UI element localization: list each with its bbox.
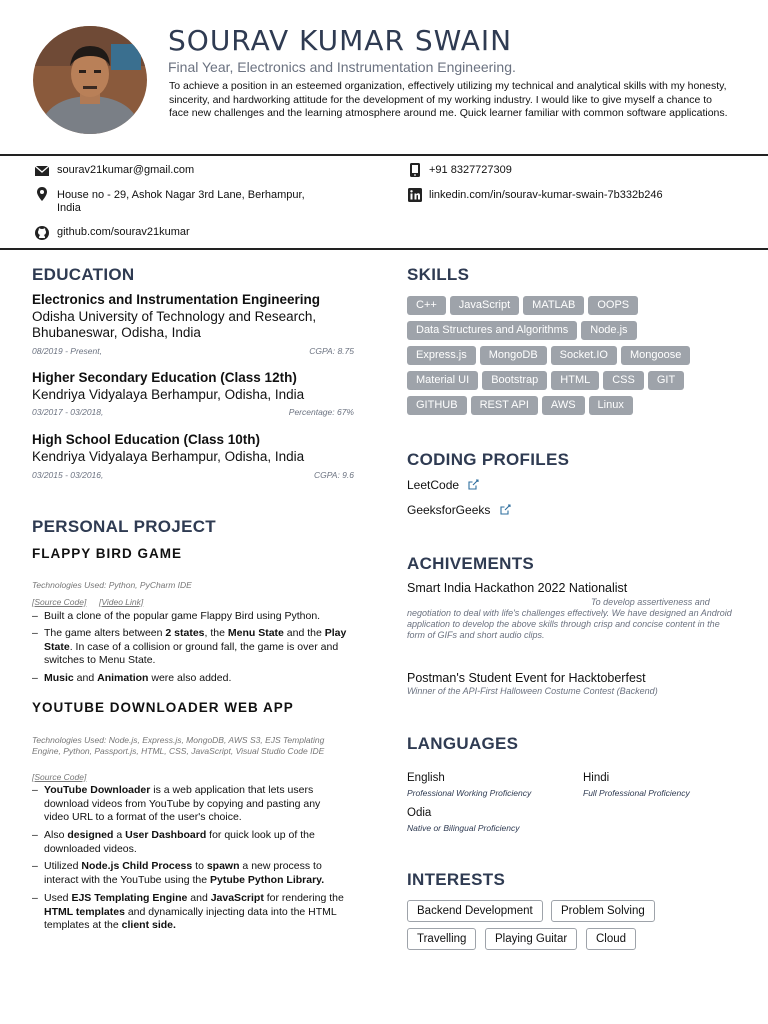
skill-tag: MongoDB xyxy=(480,346,547,365)
coding-profiles-heading: CODING PROFILES xyxy=(407,450,570,469)
linkedin-link[interactable]: linkedin.com/in/sourav-kumar-swain-7b332b246 xyxy=(429,189,663,201)
candidate-name: SOURAV KUMAR SWAIN xyxy=(168,24,513,57)
skill-tag: REST API xyxy=(471,396,538,415)
flappy-bullet-1: – Built a clone of the popular game Flappy Bird using Python. xyxy=(32,610,321,622)
youtube-bullet-1: – YouTube Downloader is a web application that lets users download videos from YouTube by copying and pasting any video URL to a format of the user's choice. xyxy=(32,784,321,823)
resume-header xyxy=(0,0,768,155)
interest-tag: Cloud xyxy=(586,928,636,950)
language-odia: Odia xyxy=(407,807,432,819)
profile-photo-image xyxy=(33,26,147,134)
bullet-dash: – xyxy=(32,627,38,639)
skill-tag: Linux xyxy=(589,396,633,415)
external-link-icon xyxy=(500,504,511,515)
achievement-1-desc: To develop assertiveness and negotiation to deal with life's challenges effectively. We have designed an Android application to develop the above skills through crisp and concise content in the form of GIFs and short audio clips. xyxy=(407,597,732,640)
interest-tag: Playing Guitar xyxy=(485,928,577,950)
flappy-bullet-2: – The game alters between 2 states, the Menu State and the Play State. In case of a collision or ground fall, the game is over and switches to Menu State. xyxy=(32,627,347,666)
address-line-2: India xyxy=(57,202,81,214)
bullet-dash: – xyxy=(32,829,38,841)
bullet-dash: – xyxy=(32,860,38,872)
address xyxy=(57,189,305,215)
skills-heading: SKILLS xyxy=(407,265,470,284)
bullet-dash: – xyxy=(32,610,38,622)
skill-tag: C++ xyxy=(407,296,446,315)
edu-1-institution: Odisha University of Technology and Research, Bhubaneswar, Odisha, India xyxy=(32,309,317,340)
edu-3-institution: Kendriya Vidyalaya Berhampur, Odisha, India xyxy=(32,449,305,464)
edu-1-score: CGPA: 8.75 xyxy=(309,346,354,356)
language-english-level: Professional Working Proficiency xyxy=(407,788,532,798)
bullet-dash: – xyxy=(32,784,38,796)
skill-tag: Material UI xyxy=(407,371,478,390)
youtube-source-link[interactable]: [Source Code] xyxy=(32,772,87,782)
skill-tag: Data Structures and Algorithms xyxy=(407,321,577,340)
project-heading: PERSONAL PROJECT xyxy=(32,517,216,536)
header-divider xyxy=(0,154,768,156)
interests-heading: INTERESTS xyxy=(407,870,506,889)
achievement-2-desc: Winner of the API-First Halloween Costume Contest (Backend) xyxy=(407,686,658,696)
candidate-subtitle: Final Year, Electronics and Instrumentation Engineering. xyxy=(168,59,516,75)
flappy-bullet-3: – Music and Animation were also added. xyxy=(32,672,232,684)
skill-tag: Bootstrap xyxy=(482,371,547,390)
interest-tag: Backend Development xyxy=(407,900,543,922)
edu-3-meta xyxy=(32,470,354,480)
email-link[interactable]: sourav21kumar@gmail.com xyxy=(57,164,195,176)
skill-tag: Socket.IO xyxy=(551,346,617,365)
linkedin-icon xyxy=(407,187,423,203)
edu-3-score: CGPA: 9.6 xyxy=(314,470,354,480)
interest-tag: Travelling xyxy=(407,928,476,950)
achievement-1-title: Smart India Hackathon 2022 Nationalist xyxy=(407,581,628,595)
phone-number[interactable]: +91 8327727309 xyxy=(429,164,512,176)
achievements-heading: ACHIVEMENTS xyxy=(407,554,535,573)
flappy-source-link[interactable]: [Source Code] xyxy=(32,597,87,607)
skills-tags xyxy=(407,295,747,420)
youtube-tech: Technologies Used: Node.js, Express.js, MongoDB, AWS S3, EJS Templating Engine, Python, Passport.js, HTML, CSS, JavaScript, Visual Studio Code IDE xyxy=(32,735,325,756)
skill-tag: HTML xyxy=(551,371,599,390)
achievement-2-title: Postman's Student Event for Hacktoberfest xyxy=(407,671,646,685)
flappy-title: FLAPPY BIRD GAME xyxy=(32,546,183,561)
skill-tag: GITHUB xyxy=(407,396,467,415)
edu-3-dates: 03/2015 - 03/2016, xyxy=(32,470,104,480)
map-pin-icon xyxy=(34,186,50,202)
skill-tag: Express.js xyxy=(407,346,476,365)
edu-2-institution: Kendriya Vidyalaya Berhampur, Odisha, India xyxy=(32,387,305,402)
edu-1-meta xyxy=(32,346,354,356)
envelope-icon xyxy=(34,163,50,179)
edu-3-degree: High School Education (Class 10th) xyxy=(32,432,261,447)
flappy-tech: Technologies Used: Python, PyCharm IDE xyxy=(32,580,192,590)
youtube-bullet-4: – Used EJS Templating Engine and JavaScript for rendering the HTML templates and dynamically injecting data into the HTML templates at the client side. xyxy=(32,892,344,931)
languages-heading: LANGUAGES xyxy=(407,734,519,753)
edu-2-meta xyxy=(32,407,354,417)
language-hindi-level: Full Professional Proficiency xyxy=(583,788,690,798)
profile-photo xyxy=(33,26,147,134)
edu-2-dates: 03/2017 - 03/2018, xyxy=(32,407,104,417)
language-english: English xyxy=(407,772,445,784)
career-objective: To achieve a position in an esteemed organization, effectively utilizing my technical and analytical skills with my honesty, sincerity, and hardworking attitude for the development of my working industry. I would like to give myself a chance to face new challenges and the learning atmosphere around me. Quick learner familiar with common software applications. xyxy=(169,80,728,119)
language-hindi: Hindi xyxy=(583,772,610,784)
education-heading: EDUCATION xyxy=(32,265,135,284)
flappy-video-link[interactable]: [Video Link] xyxy=(99,597,144,607)
language-odia-level: Native or Bilingual Proficiency xyxy=(407,823,520,833)
github-icon xyxy=(34,225,50,241)
edu-1-dates: 08/2019 - Present, xyxy=(32,346,102,356)
skill-tag: Mongoose xyxy=(621,346,690,365)
skill-tag: JavaScript xyxy=(450,296,519,315)
bullet-dash: – xyxy=(32,672,38,684)
interest-tag: Problem Solving xyxy=(551,900,655,922)
edu-2-degree: Higher Secondary Education (Class 12th) xyxy=(32,370,297,385)
youtube-title: YOUTUBE DOWNLOADER WEB APP xyxy=(32,700,294,715)
youtube-bullet-3: – Utilized Node.js Child Process to spawn a new process to interact with the YouTube using the Pytube Python Library. xyxy=(32,860,325,886)
skill-tag: GIT xyxy=(648,371,684,390)
github-link[interactable]: github.com/sourav21kumar xyxy=(57,226,190,238)
contact-divider xyxy=(0,248,768,250)
bullet-dash: – xyxy=(32,892,38,904)
skill-tag: CSS xyxy=(603,371,644,390)
youtube-bullet-2: – Also designed a User Dashboard for quick look up of the downloaded videos. xyxy=(32,829,315,855)
external-link-icon xyxy=(468,479,479,490)
phone-icon xyxy=(407,162,423,178)
edu-2-score: Percentage: 67% xyxy=(288,407,354,417)
address-line-1: House no - 29, Ashok Nagar 3rd Lane, Berhampur, xyxy=(57,189,305,201)
edu-1-degree: Electronics and Instrumentation Engineering xyxy=(32,292,321,307)
skill-tag: AWS xyxy=(542,396,585,415)
skill-tag: Node.js xyxy=(581,321,636,340)
geeksforgeeks-link[interactable]: GeeksforGeeks xyxy=(407,503,511,517)
leetcode-link[interactable]: LeetCode xyxy=(407,478,479,492)
skill-tag: OOPS xyxy=(588,296,638,315)
skill-tag: MATLAB xyxy=(523,296,584,315)
